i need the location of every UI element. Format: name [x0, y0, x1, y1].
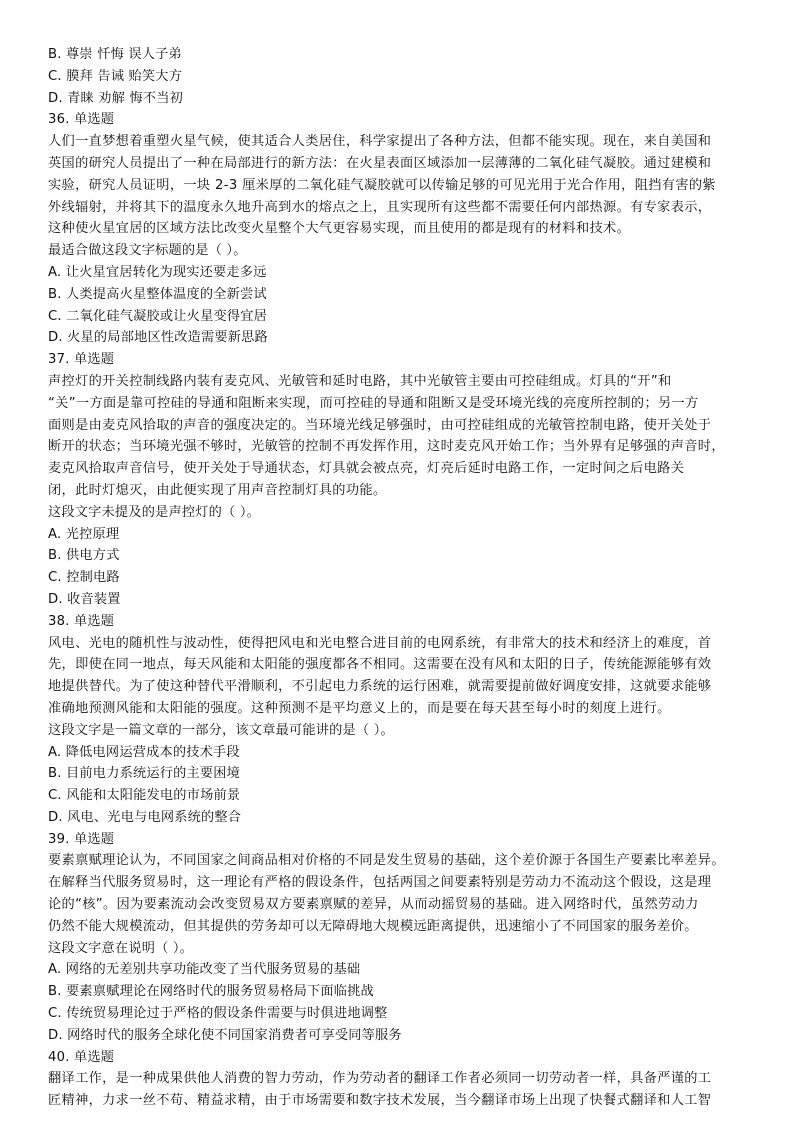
passage-line: 外线辐射，并将其下的温度永久地升高到水的熔点之上，且实现所有这些都不需要任何内部热源。有专家表示，	[48, 199, 712, 215]
question-header: 37. 单选题	[48, 352, 115, 368]
question-passage	[48, 1068, 760, 1112]
question-passage	[48, 371, 760, 502]
question-block	[48, 349, 760, 611]
passage-line: 仍然不能大规模流动，但其提供的劳务却可以无障碍地大规模远距离提供，迅速缩小了不同国家的服务差价。	[48, 918, 698, 934]
question-header: 38. 单选题	[48, 613, 115, 629]
passage-line: 面则是由麦克风拾取的声音的强度决定的。当环境光线足够强时，由可控硅组成的光敏管控制电路，使开关处于	[48, 417, 712, 433]
option-line: B. 供电方式	[48, 548, 120, 564]
passage-line: 麦克风拾取声音信号，使开关处于导通状态，灯具就会被点亮，灯亮后延时电路工作，一定时间之后电路关	[48, 461, 685, 477]
option-line: C. 传统贸易理论过于严格的假设条件需要与时俱进地调整	[48, 1006, 388, 1022]
question-stem: 最适合做这段文字标题的是（ ）。	[48, 243, 247, 259]
passage-line: 闭，此时灯熄灭，由此便实现了用声音控制灯具的功能。	[48, 482, 387, 498]
passage-line: 风电、光电的随机性与波动性，使得把风电和光电整合进目前的电网系统，有非常大的技术和经济上的难度，首	[48, 635, 712, 651]
option-line: C. 控制电路	[48, 570, 120, 586]
option-line: A. 让火星宜居转化为现实还要走多远	[48, 264, 267, 280]
passage-line: 要素禀赋理论认为，不同国家之间商品相对价格的不同是发生贸易的基础，这个差价源于各国生产要素比率差异。	[48, 853, 725, 869]
passage-line: “关”一方面是靠可控硅的导通和阻断来实现，而可控硅的导通和阻断又是受环境光线的亮度所控制的；另一方	[48, 395, 699, 411]
passage-line: 论的“核”。因为要素流动会改变贸易双方要素禀赋的差异，从而动摇贸易的基础。进入网络时代，虽然劳动力	[48, 897, 699, 913]
option-line: A. 降低电网运营成本的技术手段	[48, 744, 240, 760]
document-page	[48, 44, 760, 1112]
option-line: D. 火星的局部地区性改造需要新思路	[48, 330, 268, 346]
question-passage	[48, 633, 760, 720]
question-block	[48, 109, 760, 349]
option-line: A. 光控原理	[48, 526, 120, 542]
question-header: 40. 单选题	[48, 1049, 115, 1065]
option-line: C. 二氧化硅气凝胶或让火星变得宜居	[48, 308, 268, 324]
option-line: D. 风电、光电与电网系统的整合	[48, 809, 242, 825]
question-header: 36. 单选题	[48, 112, 115, 128]
option-line: B. 尊崇 忏悔 误人子弟	[48, 47, 182, 62]
question-stem: 这段文字是一篇文章的一部分，该文章最可能讲的是（ ）。	[48, 722, 394, 738]
question-block	[48, 611, 760, 829]
passage-line: 断开的状态；当环境光强不够时，光敏管的控制不再发挥作用，这时麦克风开始工作；当外界有足够强的声音时，	[48, 439, 725, 455]
passage-line: 英国的研究人员提出了一种在局部进行的新方法：在火星表面区域添加一层薄薄的二氧化硅气凝胶。通过建模和	[48, 155, 712, 171]
passage-line: 实验，研究人员证明，一块 2-3 厘米厚的二氧化硅气凝胶就可以传输足够的可见光用于光合作用，阻挡有害的紫	[48, 177, 716, 193]
question-stem: 这段文字未提及的是声控灯的（ ）。	[48, 504, 260, 520]
passage-line: 声控灯的开关控制线路内装有麦克风、光敏管和延时电路，其中光敏管主要由可控硅组成。灯具的“开”和	[48, 373, 672, 389]
passage-line: 准确地预测风能和太阳能的强度。这种预测不是平均意义上的，而是要在每天甚至每小时的刻度上进行。	[48, 700, 671, 716]
option-line: C. 风能和太阳能发电的市场前景	[48, 788, 241, 804]
passage-line: 地提供替代。为了使这种替代平滑顺利，不引起电力系统的运行困难，就需要提前做好调度安排，这就要求能够	[48, 679, 712, 695]
question-block	[48, 829, 760, 1047]
passage-line: 匠精神，力求一丝不苟、精益求精，由于市场需要和数字技术发展，当今翻译市场上出现了快餐式翻译和人工智	[48, 1093, 712, 1109]
passage-line: 在解释当代服务贸易时，这一理论有严格的假设条件，包括两国之间要素特别是劳动力不流动这个假设，这是理	[48, 875, 712, 891]
option-line: B. 要素禀赋理论在网络时代的服务贸易格局下面临挑战	[48, 984, 374, 1000]
passage-line: 先，即使在同一地点，每天风能和太阳能的强度都各不相同。这需要在没有风和太阳的日子，传统能源能够有效	[48, 657, 712, 673]
question-passage	[48, 131, 760, 240]
passage-line: 人们一直梦想着重塑火星气候，使其适合人类居住，科学家提出了各种方法，但都不能实现。现在，来自美国和	[48, 134, 712, 150]
passage-line: 这种使火星宜居的区域方法比改变火星整个大气更容易实现，而且使用的都是现有的材料和技术。	[48, 221, 631, 237]
option-line: B. 目前电力系统运行的主要困境	[48, 766, 241, 782]
option-line: D. 收音装置	[48, 591, 121, 607]
question-passage	[48, 850, 760, 937]
question-header: 39. 单选题	[48, 831, 115, 847]
question-block	[48, 1047, 760, 1112]
option-line: C. 膜拜 告诫 贻笑大方	[48, 68, 183, 84]
option-line: B. 人类提高火星整体温度的全新尝试	[48, 286, 267, 302]
question-stem: 这段文字意在说明（ ）。	[48, 940, 194, 956]
option-line: A. 网络的无差别共享功能改变了当代服务贸易的基础	[48, 962, 361, 978]
option-line: D. 网络时代的服务全球化使不同国家消费者可享受同等服务	[48, 1027, 402, 1043]
option-line: D. 青睐 劝解 悔不当初	[48, 90, 184, 106]
passage-line: 翻译工作，是一种成果供他人消费的智力劳动，作为劳动者的翻译工作者必须同一切劳动者一样，具备严谨的工	[48, 1071, 712, 1087]
